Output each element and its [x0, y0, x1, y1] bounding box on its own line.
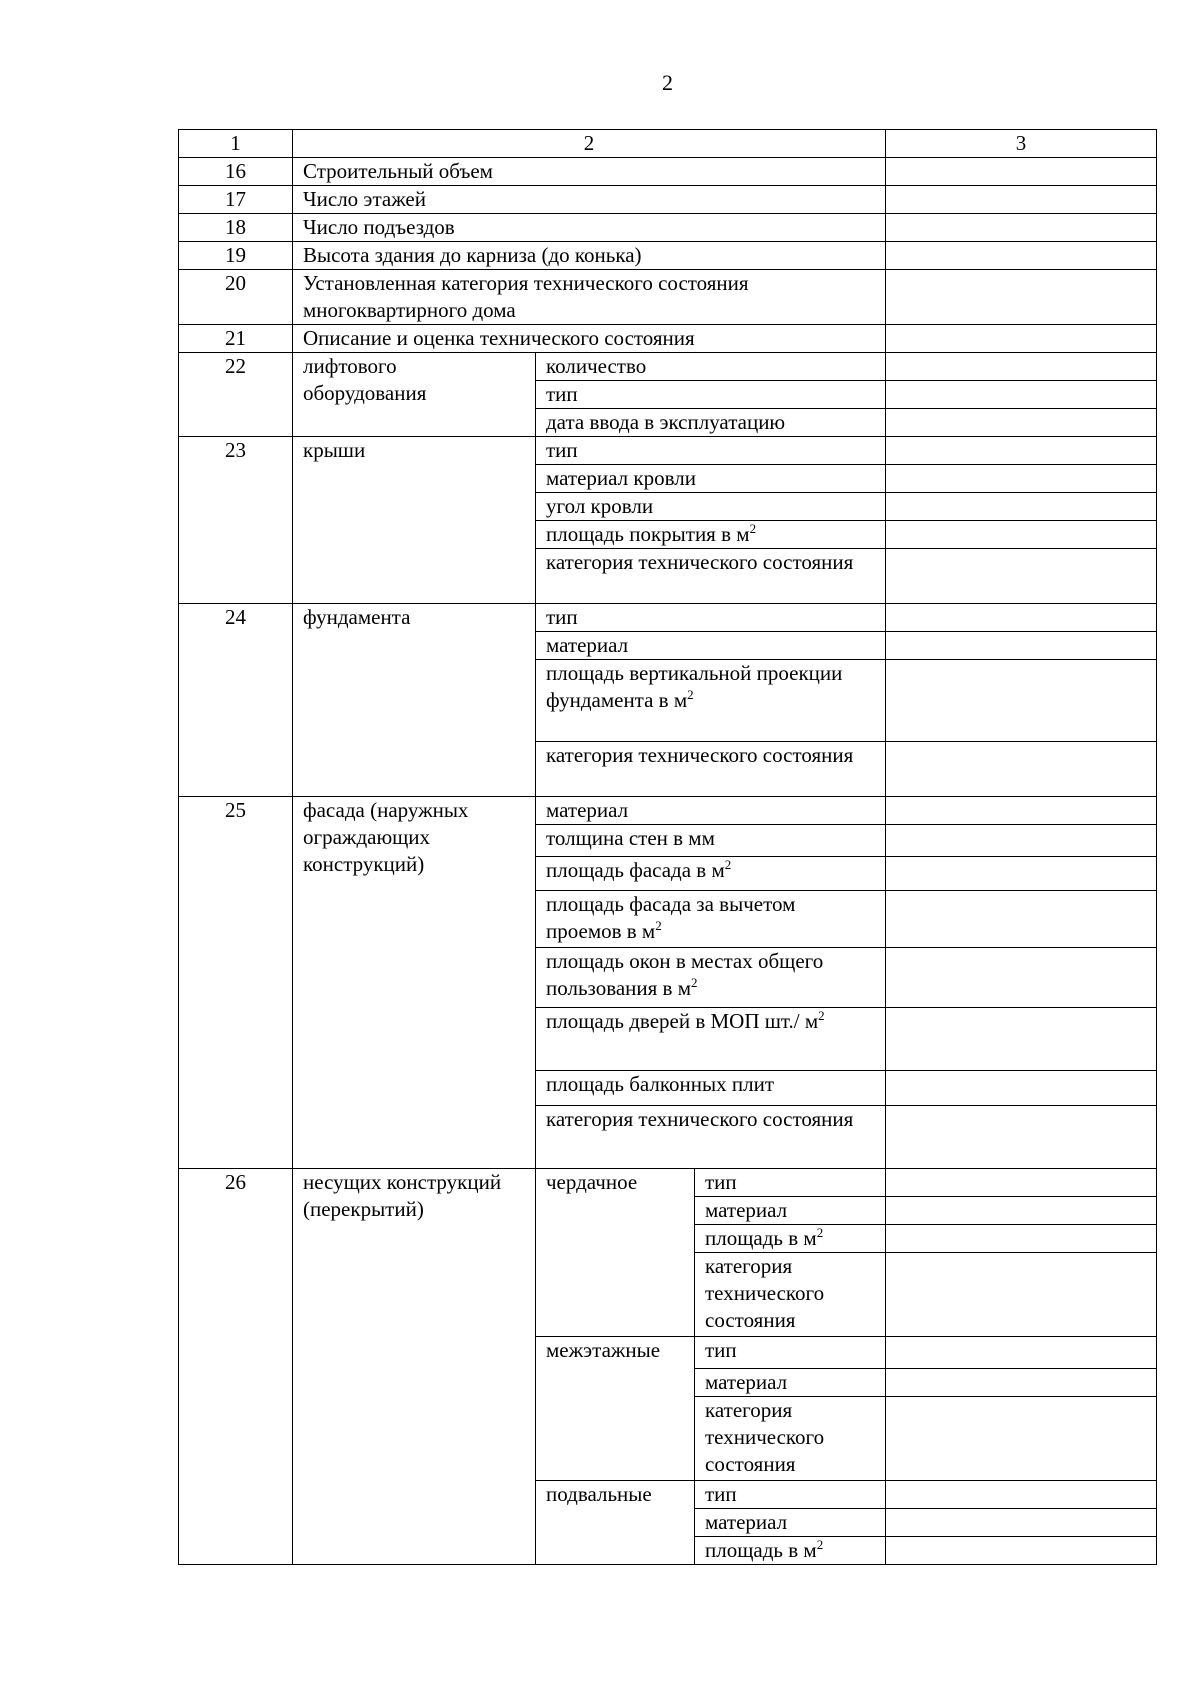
- value-cell[interactable]: [886, 1397, 1157, 1481]
- row-label: Число этажей: [293, 186, 886, 214]
- value-cell[interactable]: [886, 409, 1157, 437]
- superscript: 2: [724, 857, 732, 872]
- row-20: [179, 270, 1157, 325]
- item-label: материал кровли: [536, 465, 886, 493]
- superscript: 2: [691, 975, 698, 990]
- group-label: несущих конструкций (перекрытий): [293, 1169, 536, 1565]
- row-19: [179, 242, 1157, 270]
- row-number: 20: [179, 270, 293, 325]
- row-18: [179, 214, 1157, 242]
- subgroup-label: подвальные: [536, 1481, 695, 1565]
- superscript: 2: [749, 521, 757, 536]
- row-17: [179, 186, 1157, 214]
- item-cell: [695, 1225, 886, 1253]
- value-cell[interactable]: [886, 186, 1157, 214]
- item-cell: [536, 521, 886, 549]
- header-col-1: 1: [179, 130, 293, 158]
- item-cell: [536, 948, 886, 1008]
- value-cell[interactable]: [886, 549, 1157, 604]
- row-number: 16: [179, 158, 293, 186]
- item-label: дата ввода в эксплуатацию: [536, 409, 886, 437]
- row-number: 21: [179, 325, 293, 353]
- item-label: площадь фасада в м: [546, 858, 725, 882]
- item-label: количество: [536, 353, 886, 381]
- item-label: тип: [695, 1169, 886, 1197]
- group-label: фундамента: [293, 604, 536, 797]
- item-label: угол кровли: [536, 493, 886, 521]
- row-23: [179, 437, 1157, 465]
- item-label: категория технического состояния: [536, 742, 886, 797]
- item-cell: [536, 660, 886, 742]
- value-cell[interactable]: [886, 742, 1157, 797]
- item-label: тип: [695, 1337, 886, 1369]
- row-number: 17: [179, 186, 293, 214]
- value-cell[interactable]: [886, 891, 1157, 948]
- value-cell[interactable]: [886, 948, 1157, 1008]
- row-21: [179, 325, 1157, 353]
- row-number: 24: [179, 604, 293, 797]
- row-label: Высота здания до карниза (до конька): [293, 242, 886, 270]
- value-cell[interactable]: [886, 381, 1157, 409]
- item-label: категория технического состояния: [695, 1253, 886, 1337]
- value-cell[interactable]: [886, 493, 1157, 521]
- value-cell[interactable]: [886, 1169, 1157, 1197]
- item-label: тип: [536, 381, 886, 409]
- value-cell[interactable]: [886, 437, 1157, 465]
- value-cell[interactable]: [886, 158, 1157, 186]
- item-label: тип: [536, 604, 886, 632]
- item-cell: [536, 1008, 886, 1071]
- building-passport-table: [178, 129, 1157, 1565]
- value-cell[interactable]: [886, 465, 1157, 493]
- superscript: 2: [816, 1225, 824, 1240]
- row-16: [179, 158, 1157, 186]
- group-label: фасада (наружных ограждающих конструкций): [293, 797, 536, 1169]
- row-number: 19: [179, 242, 293, 270]
- value-cell[interactable]: [886, 604, 1157, 632]
- item-label: категория технического состояния: [536, 1106, 886, 1169]
- item-label: площадь окон в местах общего пользования в м: [546, 949, 824, 1000]
- value-cell[interactable]: [886, 1106, 1157, 1169]
- item-label: материал: [695, 1369, 886, 1397]
- superscript: 2: [687, 687, 694, 702]
- value-cell[interactable]: [886, 1008, 1157, 1071]
- row-number: 22: [179, 353, 293, 437]
- superscript: 2: [655, 918, 662, 933]
- row-number: 18: [179, 214, 293, 242]
- header-col-2: 2: [293, 130, 886, 158]
- group-label: лифтового оборудования: [293, 353, 536, 437]
- value-cell[interactable]: [886, 214, 1157, 242]
- item-cell: [536, 891, 886, 948]
- value-cell[interactable]: [886, 1253, 1157, 1337]
- subgroup-label: межэтажные: [536, 1337, 695, 1481]
- group-label: крыши: [293, 437, 536, 604]
- value-cell[interactable]: [886, 1197, 1157, 1225]
- item-label: категория технического состояния: [695, 1397, 886, 1481]
- item-label: площадь в м: [705, 1226, 817, 1250]
- superscript: 2: [816, 1537, 824, 1552]
- item-label: материал: [536, 632, 886, 660]
- value-cell[interactable]: [886, 797, 1157, 825]
- value-cell[interactable]: [886, 521, 1157, 549]
- item-label: площадь вертикальной проекции фундамента в м: [546, 661, 843, 712]
- value-cell[interactable]: [886, 825, 1157, 857]
- item-label: площадь в м: [705, 1538, 817, 1562]
- item-label: площадь балконных плит: [536, 1071, 886, 1106]
- value-cell[interactable]: [886, 270, 1157, 325]
- row-label: Число подъездов: [293, 214, 886, 242]
- row-26: [179, 1169, 1157, 1197]
- item-cell: [695, 1537, 886, 1565]
- row-label: Описание и оценка технического состояния: [293, 325, 886, 353]
- value-cell[interactable]: [886, 1369, 1157, 1397]
- row-number: 26: [179, 1169, 293, 1565]
- item-cell: [536, 857, 886, 891]
- item-label: материал: [695, 1509, 886, 1537]
- item-label: площадь покрытия в м: [546, 522, 750, 546]
- row-25: [179, 797, 1157, 825]
- row-24: [179, 604, 1157, 632]
- value-cell[interactable]: [886, 353, 1157, 381]
- page-number: 2: [662, 70, 673, 95]
- header-col-3: 3: [886, 130, 1157, 158]
- item-label: площадь дверей в МОП шт./ м: [546, 1009, 819, 1033]
- item-label: толщина стен в мм: [536, 825, 886, 857]
- item-label: площадь фасада за вычетом проемов в м: [546, 892, 796, 943]
- item-label: тип: [695, 1481, 886, 1509]
- item-label: тип: [536, 437, 886, 465]
- superscript: 2: [818, 1008, 825, 1023]
- item-label: материал: [536, 797, 886, 825]
- row-label: Установленная категория технического состояния многоквартирного дома: [293, 270, 886, 325]
- value-cell[interactable]: [886, 325, 1157, 353]
- value-cell[interactable]: [886, 1071, 1157, 1106]
- row-number: 23: [179, 437, 293, 604]
- value-cell[interactable]: [886, 1337, 1157, 1369]
- value-cell[interactable]: [886, 857, 1157, 891]
- header-row: [179, 130, 1157, 158]
- value-cell[interactable]: [886, 1225, 1157, 1253]
- value-cell[interactable]: [886, 1537, 1157, 1565]
- item-label: материал: [695, 1197, 886, 1225]
- row-22: [179, 353, 1157, 381]
- value-cell[interactable]: [886, 1481, 1157, 1509]
- value-cell[interactable]: [886, 1509, 1157, 1537]
- subgroup-label: чердачное: [536, 1169, 695, 1337]
- value-cell[interactable]: [886, 660, 1157, 742]
- value-cell[interactable]: [886, 242, 1157, 270]
- row-label: Строительный объем: [293, 158, 886, 186]
- row-number: 25: [179, 797, 293, 1169]
- item-label: категория технического состояния: [536, 549, 886, 604]
- value-cell[interactable]: [886, 632, 1157, 660]
